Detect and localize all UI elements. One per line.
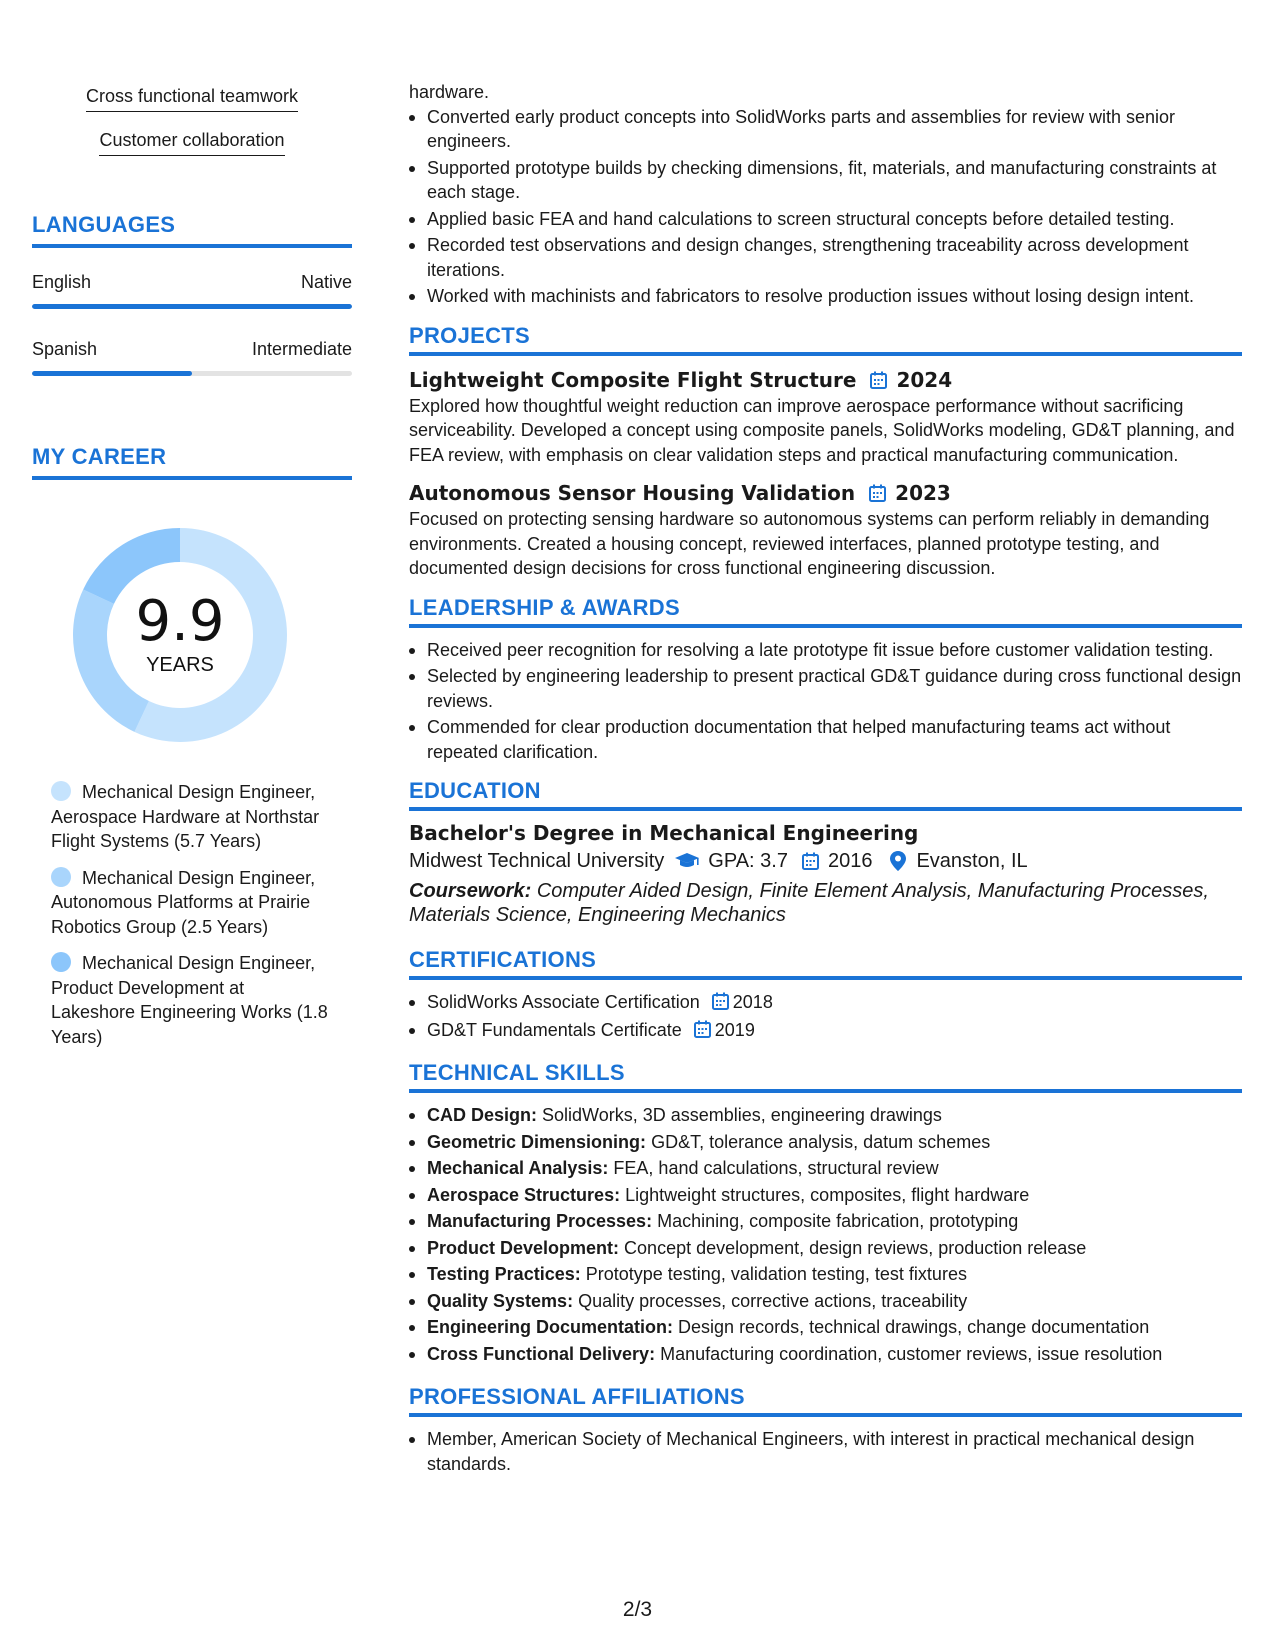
skill-value: Manufacturing coordination, customer reviews, issue resolution [660,1343,1163,1364]
project-item [409,366,1242,468]
language-name: English [32,272,92,292]
certification-year: 2018 [732,992,773,1012]
career-legend-dot [51,867,71,887]
skill-value: Quality processes, corrective actions, traceability [578,1290,968,1311]
career-section [32,444,352,1049]
language-proficiency-bar [32,304,352,309]
experience-continued-text: hardware. [409,82,490,102]
skill-label: Manufacturing Processes: [427,1211,653,1231]
language-item [32,270,352,309]
skill-value: SolidWorks, 3D assemblies, engineering drawings [542,1105,942,1125]
experience-bullets [409,105,1242,309]
career-item-text: Mechanical Design Engineer, Product Development at Lakeshore Engineering Works (1.8 Years) [51,953,328,1047]
skill-label: Engineering Documentation: [427,1317,674,1337]
location-pin-icon [890,851,906,871]
gpa: GPA: 3.7 [708,850,788,872]
career-total-years: 9.9 [135,589,225,654]
language-item [32,337,352,376]
career-list [32,780,352,1049]
skill-value: Prototype testing, validation testing, test fixtures [585,1264,967,1284]
project-description: Focused on protecting sensing hardware so autonomous systems can perform reliably in demanding environments. Created a housing concept, reviewed interfaces, planned prototype testing, and documented design decisions for cross functional engineering discussion. [409,509,1210,578]
projects-section [409,323,1242,581]
graduation-cap-icon [674,852,700,870]
affiliations-section [409,1384,1242,1476]
education-details [409,847,1242,875]
skill-label: Geometric Dimensioning: [427,1131,647,1152]
skill-label: Testing Practices: [427,1264,581,1284]
school-location: Evanston, IL [916,850,1028,872]
career-heading: MY CAREER [32,444,352,480]
career-legend-dot [51,781,71,801]
skill-item [409,1130,1242,1155]
experience-bullet: Applied basic FEA and hand calculations to screen structural concepts before detailed testing. [409,207,1242,232]
page-number: 2/3 [622,1598,653,1621]
certification-name: GD&T Fundamentals Certificate [427,1019,682,1040]
calendar-icon [694,1020,711,1038]
language-level: Native [300,272,352,292]
skill-label: Cross Functional Delivery: [427,1343,656,1364]
project-description: Explored how thoughtful weight reduction can improve aerospace performance without sacrificing serviceability. Developed a concept using composite panels, SolidWorks modeling, GD&T planning, and FEA review, with emphasis on clear validation steps and practical manufacturing communication. [409,395,1235,465]
career-item [32,951,332,1049]
skill-item [409,1156,1242,1181]
career-years-unit: YEARS [146,654,214,676]
degree-title: Bachelor's Degree in Mechanical Engineering [409,821,919,845]
project-year: 2024 [896,367,953,392]
skill-item [409,1236,1242,1261]
certification-name: SolidWorks Associate Certification [427,992,700,1012]
projects-heading: PROJECTS [409,323,1242,356]
skill-item [409,1315,1242,1340]
skill-item [409,1262,1242,1287]
calendar-icon [870,371,887,389]
language-name: Spanish [32,339,98,359]
skill-label: Mechanical Analysis: [427,1158,609,1178]
education-heading: EDUCATION [409,778,1242,811]
language-proficiency-fill [32,371,192,376]
certification-item [409,990,1242,1015]
language-proficiency-bar [32,371,352,376]
coursework-list: Computer Aided Design, Finite Element Analysis, Manufacturing Processes, Materials Science, Engineering Mechanics [409,880,1209,926]
leadership-heading: LEADERSHIP & AWARDS [409,595,1242,628]
experience-bullet: Recorded test observations and design changes, strengthening traceability across development iterations. [409,233,1242,282]
certification-year: 2019 [714,1019,755,1040]
skill-value: Concept development, design reviews, production release [624,1237,1087,1258]
certifications-heading: CERTIFICATIONS [409,947,1242,980]
career-item-text: Mechanical Design Engineer, Autonomous Platforms at Prairie Robotics Group (2.5 Years) [51,867,316,937]
skill-item [409,1103,1242,1128]
calendar-icon [869,484,886,502]
certification-item [409,1018,1242,1043]
project-title: Autonomous Sensor Housing Validation [409,481,856,505]
skill-value: Machining, composite fabrication, prototyping [657,1211,1019,1231]
sidebar [32,84,352,1061]
language-proficiency-fill [32,304,352,309]
skill-label: CAD Design: [427,1105,538,1125]
skill-label: Product Development: [427,1237,620,1258]
skill-item [409,1183,1242,1208]
skill-value: FEA, hand calculations, structural review [613,1158,939,1178]
education-section [409,778,1242,927]
skill-item [409,1209,1242,1234]
skill-item [409,1289,1242,1314]
skill-value: Design records, technical drawings, change documentation [678,1317,1150,1337]
experience-bullet: Worked with machinists and fabricators to resolve production issues without losing design intent. [409,284,1242,309]
strengths-tags [32,84,352,172]
skill-label: Aerospace Structures: [427,1184,621,1205]
certifications-section [409,947,1242,1042]
career-item [32,866,332,940]
project-item [409,479,1242,581]
affiliations-list [409,1427,1242,1476]
languages-heading: LANGUAGES [32,212,352,248]
leadership-bullets [409,638,1242,765]
experience-bullet: Converted early product concepts into SolidWorks parts and assemblies for review with senior engineers. [409,105,1242,154]
languages-section [32,212,352,376]
affiliation-item: Member, American Society of Mechanical Engineers, with interest in practical mechanical design standards. [409,1427,1242,1476]
coursework [409,879,1242,927]
leadership-bullet: Commended for clear production documentation that helped manufacturing teams act without repeated clarification. [409,715,1242,764]
strength-tag: Customer collaboration [99,128,284,156]
calendar-icon [712,992,729,1010]
career-donut-chart [65,520,295,750]
main-content [409,80,1242,1478]
certifications-list [409,990,1242,1042]
career-legend-dot [51,952,71,972]
experience-bullet: Supported prototype builds by checking dimensions, fit, materials, and manufacturing constraints at each stage. [409,156,1242,205]
calendar-icon [802,852,819,870]
experience-continued [409,80,1242,309]
language-level: Intermediate [251,339,352,359]
project-title: Lightweight Composite Flight Structure [409,367,857,392]
career-item-text: Mechanical Design Engineer, Aerospace Hardware at Northstar Flight Systems (5.7 Years) [51,782,320,851]
coursework-label: Coursework: [409,880,532,902]
skill-label: Quality Systems: [427,1290,574,1311]
leadership-section [409,595,1242,765]
strength-tag: Cross functional teamwork [86,84,298,112]
leadership-bullet: Selected by engineering leadership to present practical GD&T guidance during cross functional design reviews. [409,664,1242,713]
graduation-year: 2016 [827,850,873,872]
skills-heading: TECHNICAL SKILLS [409,1060,1242,1093]
skill-value: Lightweight structures, composites, flight hardware [625,1184,1030,1205]
project-year: 2023 [895,481,951,505]
school-name: Midwest Technical University [409,850,665,872]
career-item [32,780,332,854]
skills-list [409,1103,1242,1366]
leadership-bullet: Received peer recognition for resolving a late prototype fit issue before customer validation testing. [409,638,1242,663]
skill-value: GD&T, tolerance analysis, datum schemes [651,1131,991,1152]
skill-item [409,1342,1242,1367]
affiliations-heading: PROFESSIONAL AFFILIATIONS [409,1384,1242,1417]
skills-section [409,1060,1242,1366]
